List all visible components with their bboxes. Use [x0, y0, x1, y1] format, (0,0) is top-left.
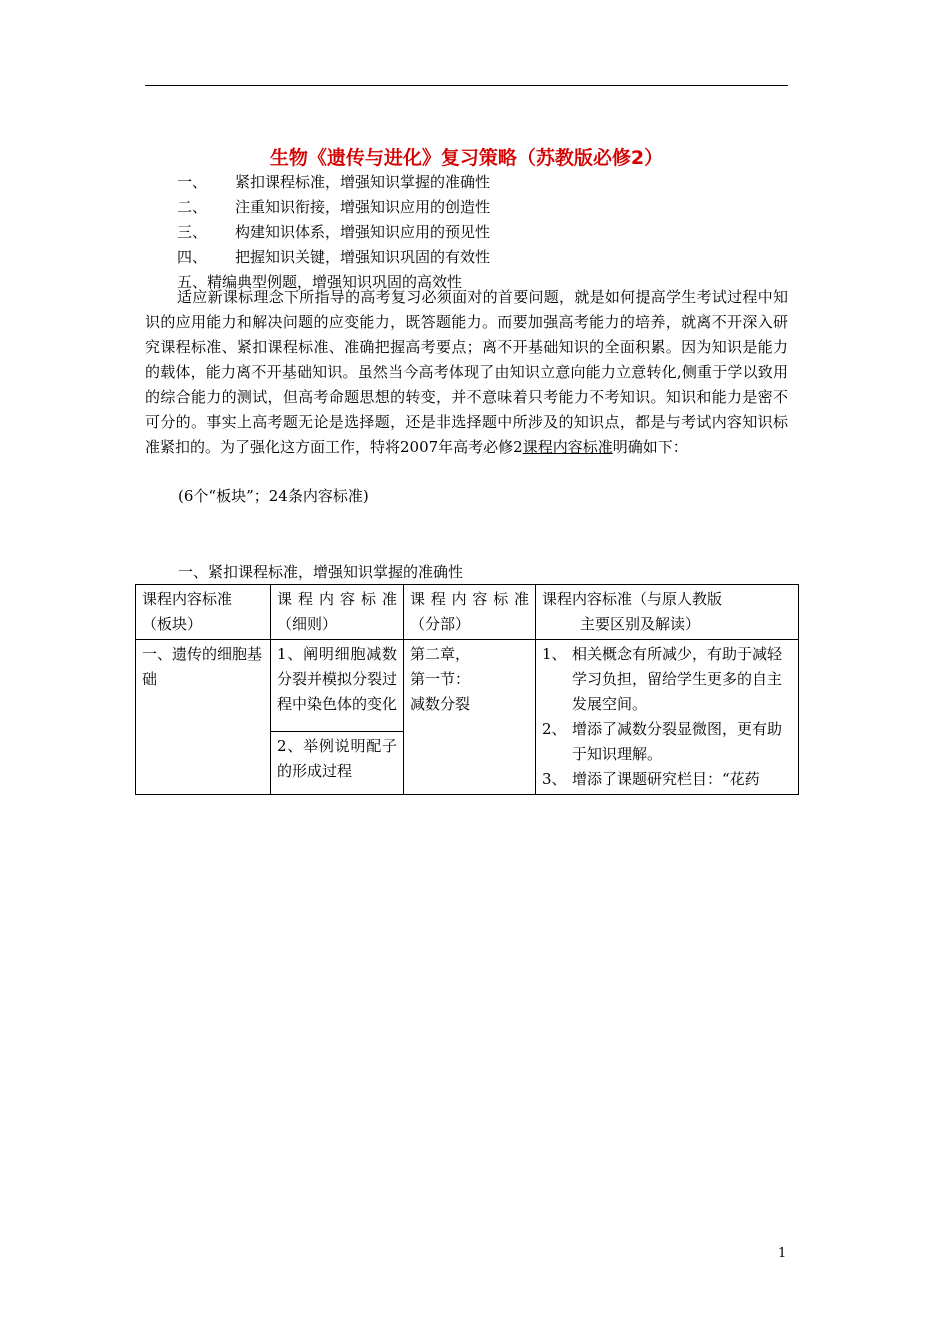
note-text: 增添了减数分裂显微图，更有助于知识理解。: [572, 720, 783, 763]
table-row: [136, 640, 799, 732]
header-rule: [145, 85, 788, 86]
section-heading: 一、紧扣课程标准，增强知识掌握的准确性: [178, 563, 464, 581]
part-line: 第一节：: [410, 670, 471, 688]
outline-text: 紧扣课程标准，增强知识掌握的准确性: [235, 173, 491, 191]
header-cell-details: [271, 585, 404, 640]
standards-table: [135, 584, 799, 795]
part-line: 减数分裂: [410, 695, 471, 713]
outline-item-last: 五、精编典型例题，增强知识巩固的高效性: [177, 273, 463, 291]
header-line: （分部）: [410, 615, 471, 633]
note-text: 增添了课题研究栏目：“花药: [572, 770, 760, 788]
detail-cell: 2、举例说明配子的形成过程: [271, 731, 404, 794]
table-header-row: [136, 585, 799, 640]
header-line: 主要区别及解读）: [580, 615, 701, 633]
header-cell-notes: [536, 585, 799, 640]
outline-item: [145, 220, 788, 245]
page-number: 1: [778, 1246, 787, 1261]
header-line: （板块）: [142, 615, 203, 633]
note-number: 2、: [542, 720, 567, 738]
standards-count-note: (6个“板块”；24条内容标准): [178, 487, 369, 505]
document-title: 生物《遗传与进化》复习策略（苏教版必修2）: [269, 147, 664, 169]
outline-item: [145, 195, 788, 220]
outline-number: 三、: [177, 223, 208, 241]
notes-cell: [536, 640, 799, 795]
header-line: 课程内容标准: [277, 590, 397, 608]
outline-text: 构建知识体系，增强知识应用的预见性: [235, 223, 491, 241]
intro-paragraph: [145, 285, 788, 460]
outline-number: 一、: [177, 173, 208, 191]
header-line: （细则）: [277, 615, 338, 633]
note-item: [542, 717, 792, 767]
intro-tail: 明确如下：: [612, 438, 688, 456]
outline-list: [145, 170, 788, 295]
outline-item: [145, 170, 788, 195]
header-line: 课程内容标准: [142, 590, 233, 608]
curriculum-standard-link[interactable]: 课程内容标准: [522, 438, 613, 456]
header-line: 课程内容标准: [410, 590, 529, 608]
part-line: 第二章，: [410, 645, 471, 663]
note-text: 相关概念有所减少，有助于减轻学习负担，留给学生更多的自主发展空间。: [572, 645, 783, 713]
outline-text: 把握知识关键，增强知识巩固的有效性: [235, 248, 491, 266]
note-item: [542, 642, 792, 717]
outline-item: [145, 245, 788, 270]
header-line: 课程内容标准（与原人教版: [542, 590, 723, 608]
outline-number: 四、: [177, 248, 208, 266]
note-number: 3、: [542, 770, 567, 788]
header-cell-part: [404, 585, 536, 640]
note-item: [542, 767, 792, 792]
intro-text: 适应新课标理念下所指导的高考复习必须面对的首要问题，就是如何提高学生考试过程中知识的应用能力和解决问题的应变能力，既答题能力。而要加强高考能力的培养，就离不开深入研究课程标准、紧扣课程标准、准确把握高考要点；离不开基础知识的全面积累。因为知识是能力的载体，能力离不开基础知识。虽然当今高考体现了由知识立意向能力立意转化,侧重于学以致用的综合能力的测试，但高考命题思想的转变，并不意味着只考能力不考知识。知识和能力是密不可分的。事实上高考题无论是选择题，还是非选择题中所涉及的知识点，都是与考试内容知识标准紧扣的。为了强化这方面工作，特将2007年高考必修2: [145, 288, 788, 456]
part-cell: [404, 640, 536, 795]
module-cell: 一、遗传的细胞基础: [136, 640, 271, 795]
header-cell-module: [136, 585, 271, 640]
outline-text: 注重知识衔接，增强知识应用的创造性: [235, 198, 491, 216]
outline-number: 二、: [177, 198, 208, 216]
detail-cell: 1、阐明细胞减数分裂并模拟分裂过程中染色体的变化: [271, 640, 404, 732]
note-number: 1、: [542, 645, 567, 663]
